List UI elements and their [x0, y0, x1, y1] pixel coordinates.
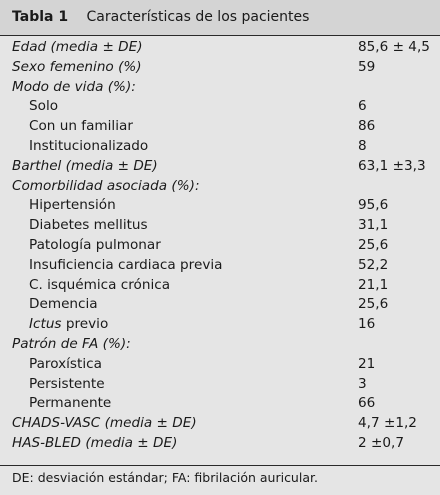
row-label: Barthel (media ± DE): [12, 157, 158, 174]
table-row: [0, 137, 440, 157]
table-title: Características de los pacientes: [86, 9, 310, 25]
row-label-italic: Ictus: [29, 316, 62, 333]
row-label: Con un familiar: [29, 118, 133, 135]
row-label: Modo de vida (%):: [12, 78, 136, 95]
row-label: CHADS-VASC (media ± DE): [12, 415, 197, 432]
row-value: 86: [358, 118, 376, 135]
table-row: [0, 276, 440, 296]
row-label: Persistente: [29, 375, 105, 392]
table-row: [0, 375, 440, 395]
row-value: 3: [358, 375, 367, 392]
row-value: 4,7 ±1,2: [358, 415, 417, 432]
row-value: 52,2: [358, 256, 389, 273]
table-row: [0, 38, 440, 58]
row-label: Patrón de FA (%):: [12, 335, 131, 352]
table-row: [0, 216, 440, 236]
table-number: Tabla 1: [12, 9, 69, 25]
row-value: 25,6: [358, 236, 389, 253]
row-value: 21,1: [358, 276, 389, 293]
row-value: 6: [358, 98, 367, 115]
row-label: C. isquémica crónica: [29, 276, 171, 293]
row-label: Insuficiencia cardiaca previa: [29, 256, 223, 273]
table-row: [0, 295, 440, 315]
table-row: [0, 78, 440, 98]
row-value: 25,6: [358, 296, 389, 313]
row-label-rest: previo: [61, 316, 109, 333]
row-value: 95,6: [358, 197, 389, 214]
table-row: [0, 256, 440, 276]
row-value: 16: [358, 316, 376, 333]
row-label: Comorbilidad asociada (%):: [12, 177, 200, 194]
table-footnote: DE: desviación estándar; FA: fibrilación auricular.: [12, 470, 318, 485]
row-value: 21: [358, 355, 376, 372]
table-row: [0, 117, 440, 137]
row-label: Permanente: [29, 395, 112, 412]
header-rule: [0, 35, 440, 36]
row-value: 63,1 ±3,3: [358, 157, 426, 174]
table-body: [0, 38, 440, 454]
row-label: Sexo femenino (%): [12, 58, 142, 75]
table-row: [0, 157, 440, 177]
table-row: [0, 414, 440, 434]
table-row: [0, 177, 440, 197]
table-row: [0, 58, 440, 78]
table-row: [0, 236, 440, 256]
row-label: Institucionalizado: [29, 137, 149, 154]
row-value: 66: [358, 395, 376, 412]
table-row: [0, 394, 440, 414]
table-header: [0, 0, 440, 35]
row-label: Patología pulmonar: [29, 236, 161, 253]
table-row: [0, 355, 440, 375]
row-value: 85,6 ± 4,5: [358, 39, 430, 55]
table-row: [0, 196, 440, 216]
row-label: Demencia: [29, 296, 98, 313]
row-label: Solo: [29, 98, 59, 115]
row-label: Hipertensión: [29, 197, 116, 214]
row-value: 31,1: [358, 217, 389, 234]
row-value: 59: [358, 58, 376, 75]
row-label: Diabetes mellitus: [29, 217, 148, 234]
table-row: [0, 97, 440, 117]
row-value: 8: [358, 137, 367, 154]
table-row: [0, 335, 440, 355]
table-row: [0, 315, 440, 335]
row-label: HAS-BLED (media ± DE): [12, 434, 178, 451]
row-label: Edad (media ± DE): [12, 39, 143, 55]
row-value: 2 ±0,7: [358, 434, 404, 451]
footer-rule: [0, 465, 440, 466]
row-label: Paroxística: [29, 355, 102, 372]
row-label: [29, 315, 108, 335]
table-row: [0, 434, 440, 454]
